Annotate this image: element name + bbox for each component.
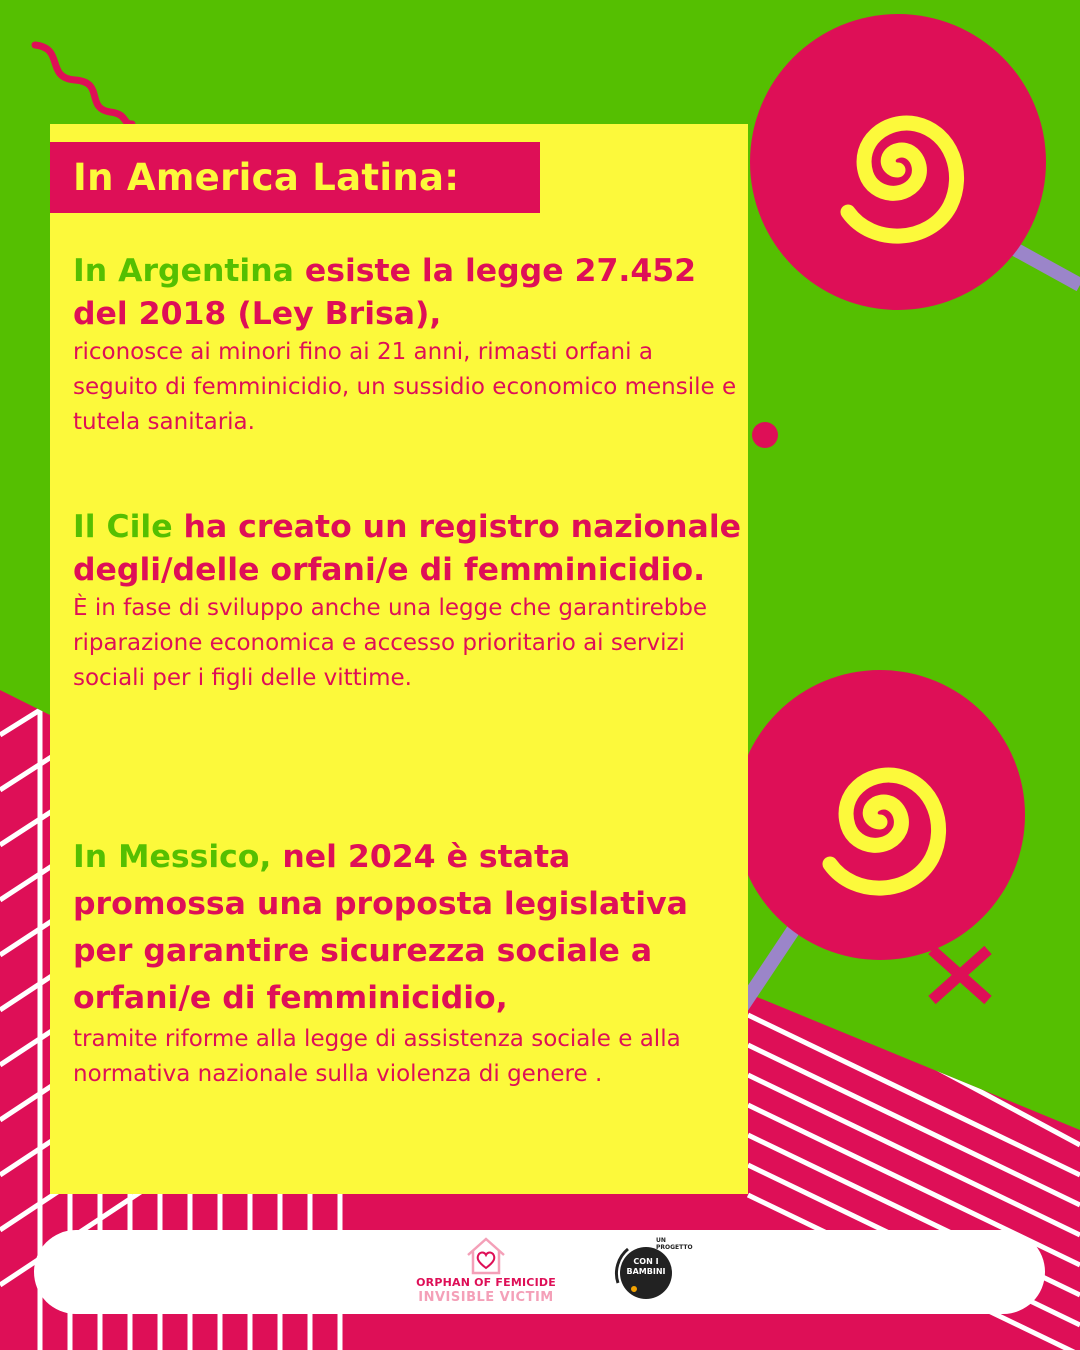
section-body: È in fase di sviluppo anche una legge che garantirebbe riparazione economica e accesso prioritario ai servizi sociali per i figli delle vittime.	[73, 595, 708, 691]
section-cile	[73, 506, 743, 696]
section-headline	[73, 250, 743, 335]
logo-line-2: INVISIBLE VICTIM	[418, 1290, 554, 1305]
con-i-bambini-logo	[604, 1233, 693, 1313]
dot-icon	[752, 422, 778, 448]
section-body: riconosce ai minori fino ai 21 anni, rimasti orfani a seguito di femminicidio, un sussidio economico mensile e tutela sanitaria.	[73, 339, 737, 435]
country-name: Il Cile	[73, 509, 173, 545]
lollipop-top	[750, 14, 1046, 310]
section-headline	[73, 506, 743, 591]
section-body: tramite riforme alla legge di assistenza sociale e alla normativa nazionale sulla violenza di genere .	[73, 1026, 681, 1087]
country-name: In Messico,	[73, 839, 272, 875]
house-heart-icon	[464, 1235, 508, 1275]
headline-text: nel 2024 è stata promossa una proposta legislativa per garantire sicurezza sociale a orfani/e di femminicidio,	[73, 839, 688, 1016]
logo-caption: UN PROGETTO	[656, 1237, 693, 1251]
logo-text: CON I BAMBINI	[626, 1257, 666, 1276]
country-name: In Argentina	[73, 253, 294, 289]
section-headline	[73, 834, 743, 1022]
section-argentina	[73, 250, 743, 440]
orphan-of-femicide-logo	[414, 1233, 558, 1313]
page-title: In America Latina:	[50, 142, 540, 213]
logo-line-1: ORPHAN OF FEMICIDE	[416, 1276, 556, 1289]
section-messico	[73, 834, 743, 1092]
headline-text: esiste la legge 27.452 del 2018 (Ley Brisa),	[73, 253, 697, 332]
headline-text: ha creato un registro nazionale degli/delle orfani/e di femminicidio.	[73, 509, 741, 588]
